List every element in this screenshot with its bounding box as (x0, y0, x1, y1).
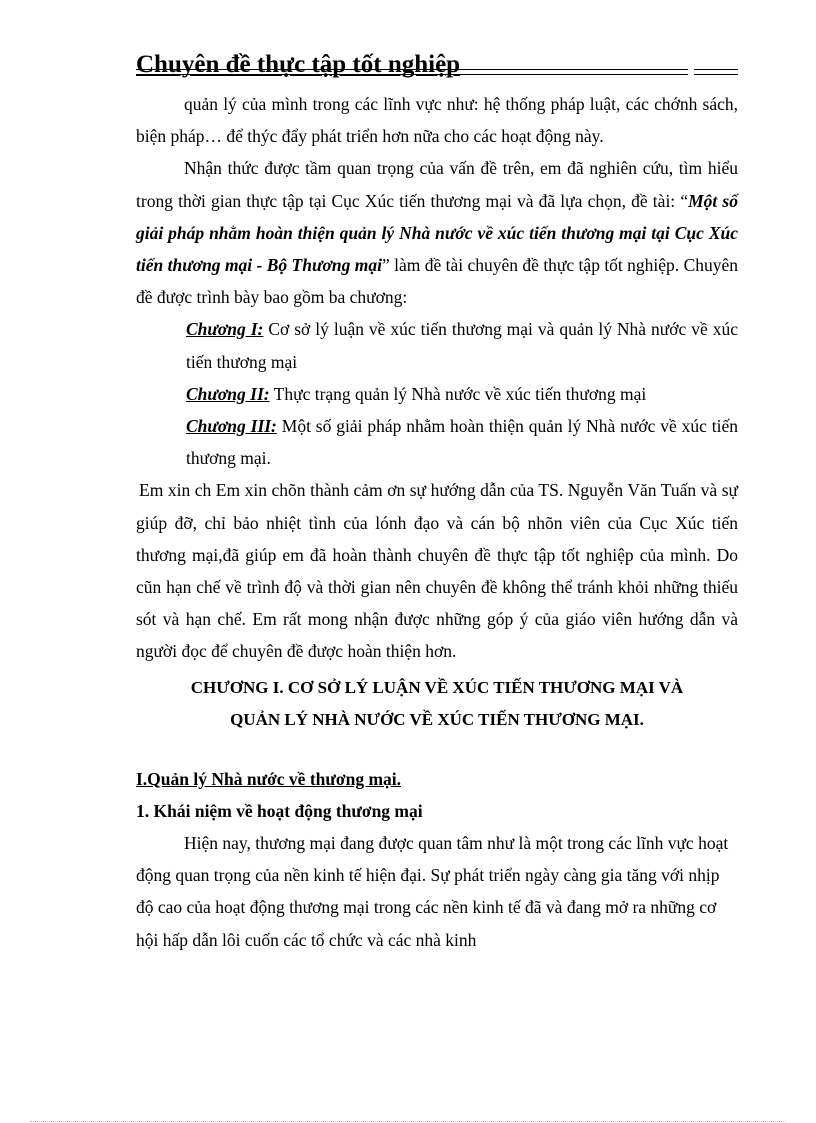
chapter-heading-line-1: CHƯƠNG I. CƠ SỞ LÝ LUẬN VỀ XÚC TIẾN THƯƠNG MẠI VÀ (190, 677, 684, 697)
paragraph-commerce-definition: Hiện nay, thương mại đang được quan tâm như là một trong các lĩnh vực hoạt động quan trọng của nền kinh tế hiện đại. Sự phát triển ngày càng gia tăng với nhịp độ cao của hoạt động thương mại trong các nền kinh tế đã và đang mở ra những cơ hội hấp dẫn lôi cuốn các tổ chức và các nhà kinh (136, 833, 729, 950)
chapter-heading-line-2: QUẢN LÝ NHÀ NƯỚC VỀ XÚC TIẾN THƯƠNG MẠI. (230, 710, 644, 730)
header-rule-top (136, 69, 738, 70)
topic-title: Một số giải pháp nhằm hoàn thiện quản lý Nhà nước về xúc tiến thương mại tại Cục Xúc tiến thương mại - Bộ Thương mại (136, 190, 738, 276)
section-title: I.Quản lý Nhà nước về thương mại. (136, 768, 402, 789)
paragraph-intro-continued: quản lý của mình trong các lĩnh vực như: hệ thống pháp luật, các chớnh sách, biện pháp… để thýc đẩy phát triển hơn nữa cho các hoạt động này. (136, 94, 738, 147)
chapter-heading (136, 672, 738, 737)
chapter-item-3 (136, 410, 738, 474)
page-bottom-divider (30, 1121, 786, 1122)
chapter-item-2 (136, 378, 738, 410)
topic-tail-text: ” làm đề tài chuyên đề thực tập tốt nghiệp. Chuyên đề được trình bày bao gồm ba chương: (136, 255, 739, 308)
header-title-text: Chuyên đề thực tập tốt nghiệp (136, 51, 461, 78)
chapter-label-2: Chương II: (186, 383, 270, 404)
header-rule-gap (688, 66, 694, 76)
paragraph-acknowledgement: Em xin ch Em xin chõn thành cảm ơn sự hướng dẫn của TS. Nguyễn Văn Tuấn và sự giúp đỡ, chỉ bảo nhiệt tình của lónh đạo và cán bộ nhõn viên của Cục Xúc tiến thương mại,đã giúp em đã hoàn thành chuyên đề thực tập tốt nghiệp của mình. Do cũn hạn chế về trình độ và thời gian nên chuyên đề không thể tránh khỏi những thiếu sót và hạn chế. Em rất mong nhận được những góp ý của giáo viên hướng dẫn và người đọc để chuyên đề được hoàn thiện hơn. (136, 480, 738, 662)
subsection-title: 1. Khái niệm về hoạt động thương mại (136, 800, 423, 821)
chapter-text-3: Một số giải pháp nhằm hoàn thiện quản lý Nhà nước về xúc tiến thương mại. (186, 416, 738, 469)
page-header-title (136, 50, 738, 80)
chapter-label-1: Chương I: (186, 319, 264, 340)
paragraph-topic (136, 152, 738, 313)
chapter-text-2: Thực trạng quản lý Nhà nước về xúc tiến thương mại (269, 383, 647, 404)
topic-lead-text: Nhận thức được tầm quan trọng của vấn đề trên, em đã nghiên cứu, tìm hiểu trong thời gian thực tập tại Cục Xúc tiến thương mại và đã lựa chọn, đề tài: “ (136, 158, 738, 211)
chapter-item-1 (136, 313, 738, 377)
document-body (136, 88, 738, 956)
header-rule-bottom (136, 74, 738, 75)
chapter-text-1: Cơ sở lý luận về xúc tiến thương mại và quản lý Nhà nước về xúc tiến thương mại (186, 319, 738, 372)
chapter-label-3: Chương III: (186, 416, 277, 437)
